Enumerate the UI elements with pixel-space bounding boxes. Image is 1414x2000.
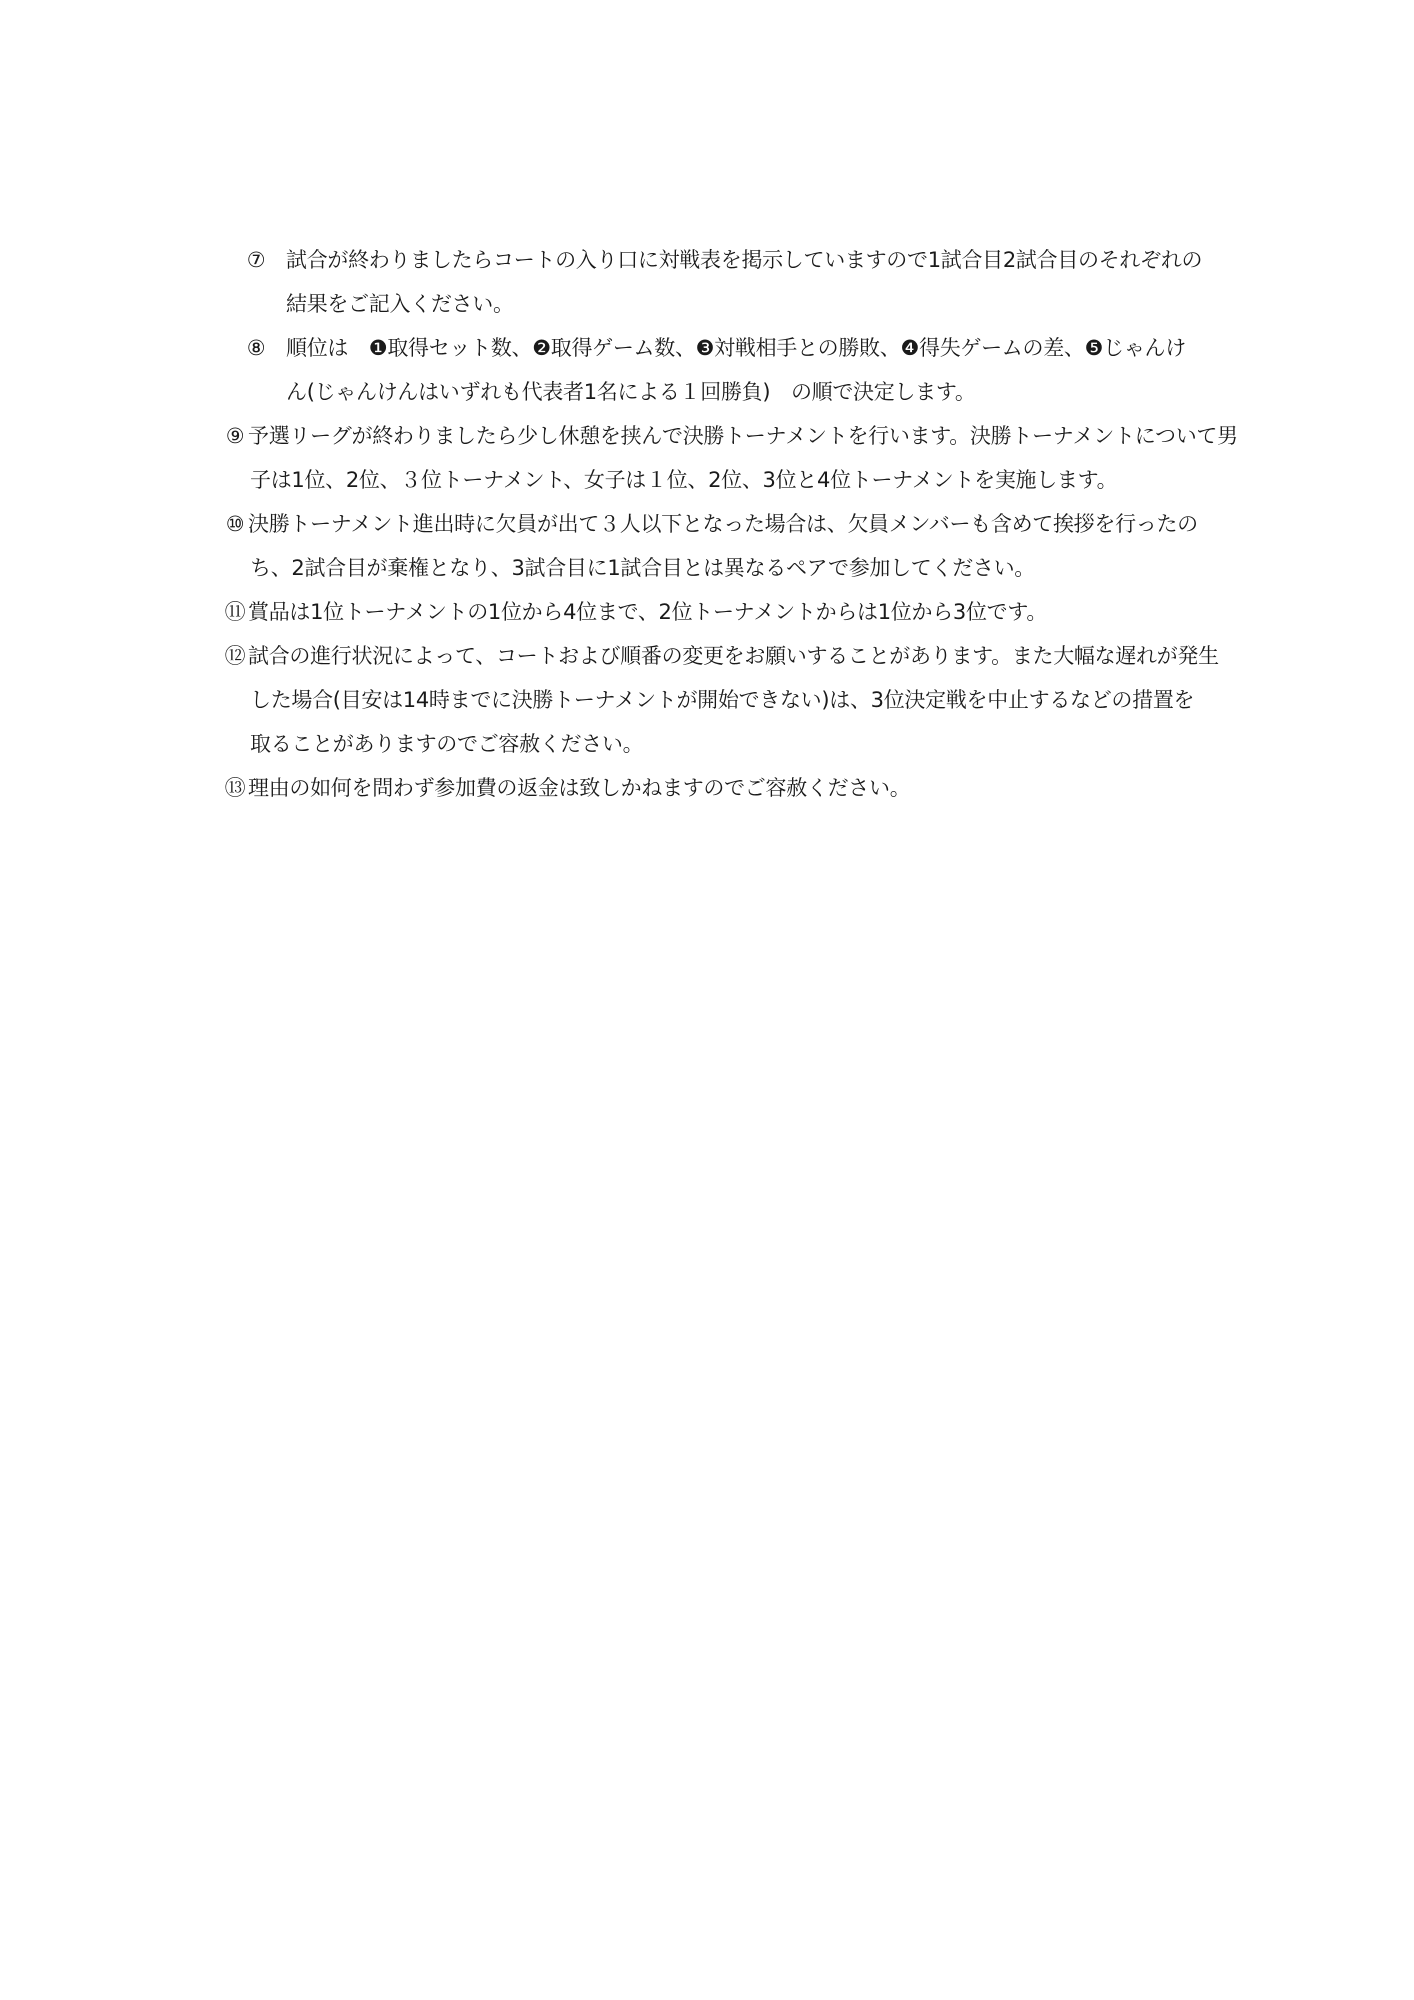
rule-line: 結果をご記入ください。 bbox=[286, 292, 514, 316]
rule-line: 予選リーグが終わりましたら少し休憩を挟んで決勝トーナメントを行います。決勝トーナメントについて男 bbox=[248, 424, 1238, 448]
rule-line: 試合が終わりましたらコートの入り口に対戦表を掲示していますので1試合目2試合目のそれぞれの bbox=[286, 248, 1203, 272]
rule-text bbox=[286, 326, 1216, 414]
rule-line: 試合の進行状況によって、コートおよび順番の変更をお願いすることがあります。また大幅な遅れが発生 bbox=[248, 644, 1219, 668]
rule-item-7 bbox=[226, 238, 1216, 326]
rule-text bbox=[248, 634, 1219, 766]
rule-number: ⑬ bbox=[224, 776, 246, 800]
rule-line: 子は1位、2位、３位トーナメント、女子は１位、2位、3位と4位トーナメントを実施します。 bbox=[250, 468, 1118, 492]
rule-line: 決勝トーナメント進出時に欠員が出て３人以下となった場合は、欠員メンバーも含めて挨拶を行ったの bbox=[248, 512, 1198, 536]
rule-item-8 bbox=[226, 326, 1216, 414]
rule-text bbox=[248, 414, 1238, 502]
rule-item-10 bbox=[222, 502, 1216, 590]
rule-item-12 bbox=[222, 634, 1219, 766]
rule-text bbox=[248, 590, 1216, 634]
rule-text bbox=[248, 502, 1216, 590]
rule-item-13 bbox=[222, 766, 1216, 810]
rule-line: 賞品は1位トーナメントの1位から4位まで、2位トーナメントからは1位から3位です。 bbox=[248, 600, 1048, 624]
rule-number: ⑧ bbox=[246, 336, 266, 360]
rule-number: ⑪ bbox=[224, 600, 246, 624]
rule-line: 理由の如何を問わず参加費の返金は致しかねますのでご容赦ください。 bbox=[248, 776, 911, 800]
rule-number: ⑦ bbox=[246, 248, 266, 272]
rule-text bbox=[248, 766, 1216, 810]
rule-line: 取ることがありますのでご容赦ください。 bbox=[250, 732, 644, 756]
rules-list bbox=[224, 238, 1238, 810]
rule-number: ⑫ bbox=[224, 644, 246, 668]
rule-number: ⑨ bbox=[225, 424, 245, 448]
rule-item-9 bbox=[222, 414, 1238, 502]
rule-line: ち、2試合目が棄権となり、3試合目に1試合目とは異なるペアで参加してください。 bbox=[250, 556, 1036, 580]
rule-text bbox=[286, 238, 1216, 326]
rule-line: 順位は ❶取得セット数、❷取得ゲーム数、❸対戦相手との勝敗、❹得失ゲームの差、❺じゃんけ bbox=[286, 336, 1186, 360]
rule-line: ん(じゃんけんはいずれも代表者1名による１回勝負) の順で決定します。 bbox=[286, 380, 976, 404]
rule-item-11 bbox=[222, 590, 1216, 634]
rule-number: ⑩ bbox=[225, 512, 245, 536]
rule-line: した場合(目安は14時までに決勝トーナメントが開始できない)は、3位決定戦を中止するなどの措置を bbox=[250, 688, 1195, 712]
